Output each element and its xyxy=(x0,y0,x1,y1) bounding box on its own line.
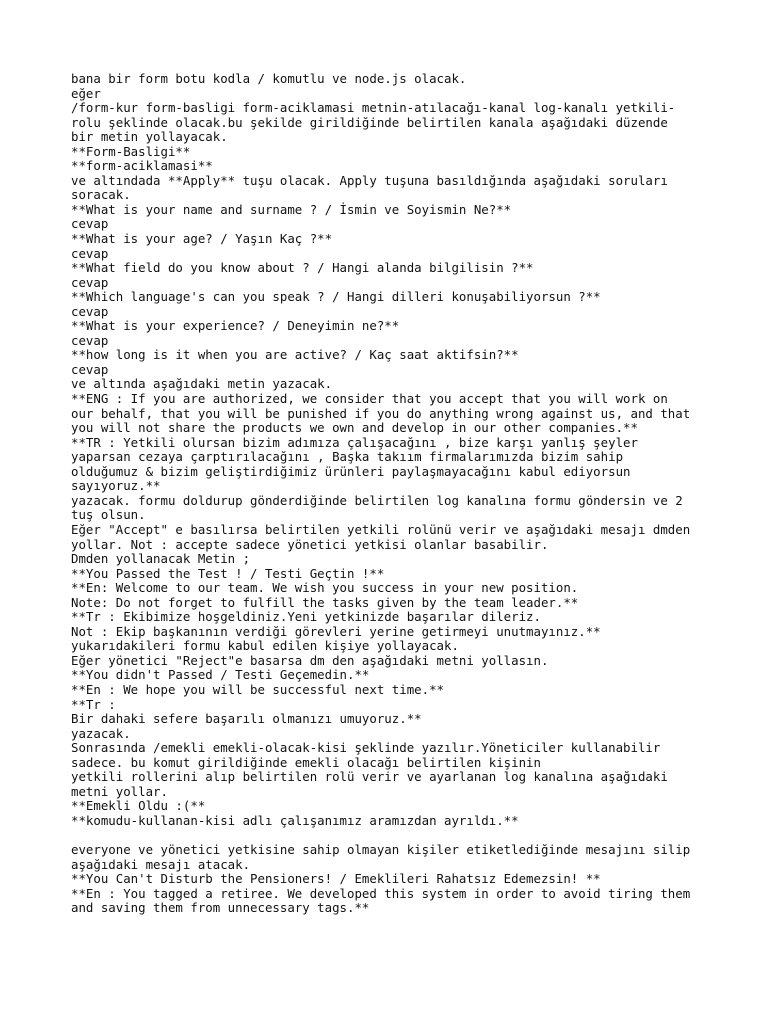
text-line: and saving them from unnecessary tags.** xyxy=(71,900,370,916)
text-line: Eğer "Accept" e basılırsa belirtilen yetkili rolünü verir ve aşağıdaki mesajı dmden xyxy=(71,521,691,537)
text-line: yetkili rollerini alıp belirtilen rolü verir ve ayarlanan log kanalına aşağıdaki xyxy=(71,769,668,785)
text-line: Sonrasında /emekli emekli-olacak-kisi şeklinde yazılır.Yöneticiler kullanabilir xyxy=(71,740,661,756)
text-line: eğer xyxy=(71,85,101,101)
text-line: **En: Welcome to our team. We wish you success in your new position. xyxy=(71,580,579,596)
text-line: **how long is it when you are active? / Kaç saat aktifsin?** xyxy=(71,347,519,363)
document-body xyxy=(71,72,701,916)
text-line: **You Passed the Test ! / Testi Geçtin !** xyxy=(71,565,385,581)
text-line: cevap xyxy=(71,274,109,290)
text-line xyxy=(71,828,701,843)
text-line: cevap xyxy=(71,245,109,261)
text-line: yazacak. formu doldurup gönderdiğinde belirtilen log kanalına formu göndersin ve 2 xyxy=(71,492,683,508)
text-line: **Tr : Ekibimize hoşgeldiniz.Yeni yetkinizde başarılar dileriz. xyxy=(71,609,541,625)
text-line: you will not share the products we own and develop in our other companies.** xyxy=(71,420,638,436)
text-line: **What is your name and surname ? / İsmin ve Soyismin Ne?** xyxy=(71,201,512,217)
text-line: metni yollar. xyxy=(71,783,168,799)
text-line: **What field do you know about ? / Hangi alanda bilgilisin ?** xyxy=(71,260,534,276)
text-line: everyone ve yönetici yetkisine sahip olmayan kişiler etiketlediğinde mesajını silip xyxy=(71,841,691,857)
text-line: yazacak. xyxy=(71,725,131,741)
text-line: **TR : Yetkili olursan bizim adımıza çalışacağını , bize karşı yanlış şeyler xyxy=(71,434,638,450)
text-line: cevap xyxy=(71,216,109,232)
text-line: **ENG : If you are authorized, we consider that you accept that you will work on xyxy=(71,391,668,407)
text-line: **Tr : xyxy=(71,696,116,712)
text-line: **Form-Basligi** xyxy=(71,143,191,159)
text-line: cevap xyxy=(71,303,109,319)
text-line: cevap xyxy=(71,332,109,348)
text-line: tuş olsun. xyxy=(71,507,146,523)
text-line: **En : We hope you will be successful next time.** xyxy=(71,681,444,697)
text-line: bir metin yollayacak. xyxy=(71,129,228,145)
text-line: yukarıdakileri formu kabul edilen kişiye yollayacak. xyxy=(71,638,459,654)
text-line: **You didn't Passed / Testi Geçemedin.** xyxy=(71,667,370,683)
text-line: **What is your experience? / Deneyimin ne?** xyxy=(71,318,400,334)
text-line: **En : You tagged a retiree. We developed this system in order to avoid tiring them xyxy=(71,885,691,901)
text-line: bana bir form botu kodla / komutlu ve node.js olacak. xyxy=(71,71,467,86)
text-line: ve altındada **Apply** tuşu olacak. Apply tuşuna basıldığında aşağıdaki soruları xyxy=(71,172,668,188)
text-line: yaparsan cezaya çarptırılacağını , Başka takıım firmalarımızda bizim sahip xyxy=(71,449,624,465)
text-line: our behalf, that you will be punished if you do anything wrong against us, and that xyxy=(71,405,691,421)
text-line: Dmden yollanacak Metin ; xyxy=(71,551,251,567)
text-line: soracak. xyxy=(71,187,131,203)
text-line: /form-kur form-basligi form-aciklamasi metnin-atılacağı-kanal log-kanalı yetkili- xyxy=(71,100,676,116)
text-line: aşağıdaki mesajı atacak. xyxy=(71,856,251,872)
text-line: **You Can't Disturb the Pensioners! / Emeklileri Rahatsız Edemezsin! ** xyxy=(71,871,601,887)
text-line: sayıyoruz.** xyxy=(71,478,161,494)
text-line: cevap xyxy=(71,361,109,377)
text-line: **Which language's can you speak ? / Hangi dilleri konuşabiliyorsun ?** xyxy=(71,289,601,305)
text-line: sadece. bu komut girildiğinde emekli olacağı belirtilen kişinin xyxy=(71,754,541,770)
text-line: olduğumuz & bizim geliştirdiğimiz ürünleri paylaşmayacağını kabul ediyorsun xyxy=(71,463,631,479)
text-line: ve altında aşağıdaki metin yazacak. xyxy=(71,376,333,392)
text-line: **komudu-kullanan-kisi adlı çalışanımız aramızdan ayrıldı.** xyxy=(71,812,519,828)
text-line: Bir dahaki sefere başarılı olmanızı umuyoruz.** xyxy=(71,711,422,727)
text-line: Not : Ekip başkanının verdiği görevleri yerine getirmeyi unutmayınız.** xyxy=(71,623,601,639)
text-line: Note: Do not forget to fulfill the tasks given by the team leader.** xyxy=(71,594,579,610)
text-line: rolu şeklinde olacak.bu şekilde girildiğinde belirtilen kanala aşağıdaki düzende xyxy=(71,114,668,130)
text-line: **form-aciklamasi** xyxy=(71,158,213,174)
text-line: yollar. Not : accepte sadece yönetici yetkisi olanlar basabilir. xyxy=(71,536,549,552)
text-line: **What is your age? / Yaşın Kaç ?** xyxy=(71,231,333,247)
text-line: Eğer yönetici "Reject"e basarsa dm den aşağıdaki metni yollasın. xyxy=(71,652,549,668)
text-line: **Emekli Oldu :(** xyxy=(71,798,206,814)
